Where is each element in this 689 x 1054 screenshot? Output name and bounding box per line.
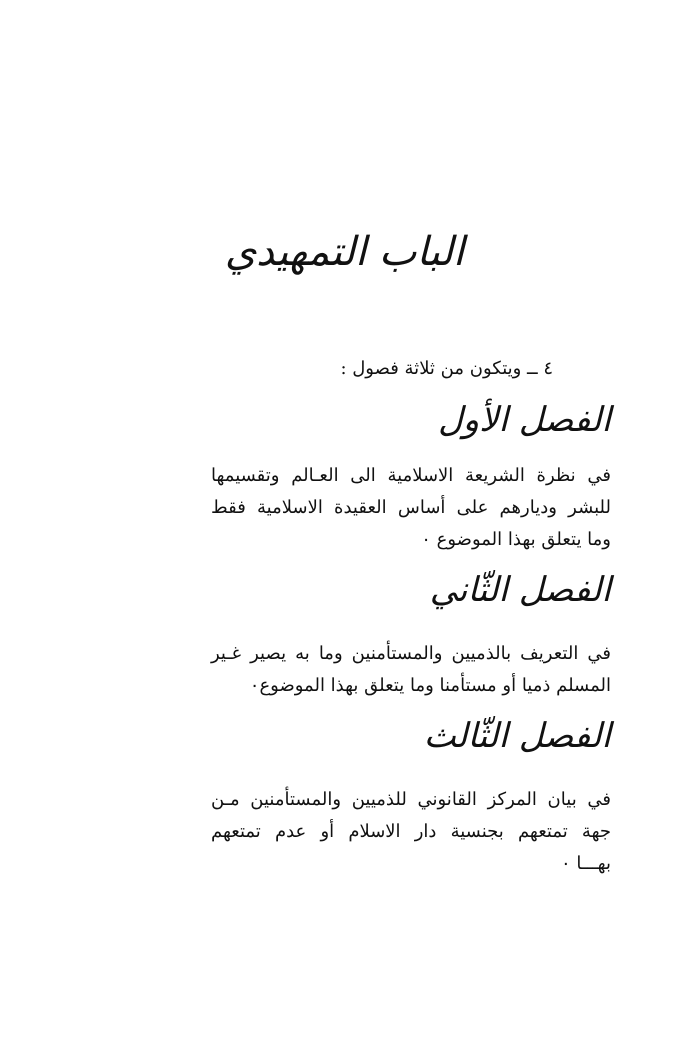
chapter-1-line-2: للبشر وديارهم على أساس العقيدة الاسلامية فقط bbox=[211, 497, 611, 518]
chapter-1-line-1: في نظرة الشريعة الاسلامية الى العـالم وتقسيمها bbox=[211, 465, 611, 486]
intro-paragraph: ٤ ــ ويتكون من ثلاثة فصول : bbox=[340, 358, 553, 379]
chapter-3-line-3: بهـــا ٠ bbox=[560, 853, 611, 874]
chapter-3-heading: الفصل الثّالث bbox=[423, 716, 611, 756]
chapter-2-line-1: في التعريف بالذميين والمستأمنين وما به يصير غـير bbox=[211, 643, 611, 664]
part-title: الباب التمهيدي bbox=[224, 229, 465, 275]
chapter-1-line-3: وما يتعلق بهذا الموضوع ٠ bbox=[421, 529, 611, 550]
chapter-1-heading: الفصل الأول bbox=[437, 400, 611, 440]
chapter-2-description bbox=[211, 638, 611, 702]
chapter-2-heading: الفصل الثّاني bbox=[429, 570, 611, 610]
chapter-1-description bbox=[211, 460, 611, 556]
chapter-3-description bbox=[211, 784, 611, 880]
chapter-3-line-2: جهة تمتعهم بجنسية دار الاسلام أو عدم تمتعهم bbox=[211, 821, 611, 842]
chapter-3-line-1: في بيان المركز القانوني للذميين والمستأمنين مـن bbox=[211, 789, 611, 810]
chapter-2-line-2: المسلم ذميا أو مستأمنا وما يتعلق بهذا الموضوع٠ bbox=[249, 675, 611, 696]
